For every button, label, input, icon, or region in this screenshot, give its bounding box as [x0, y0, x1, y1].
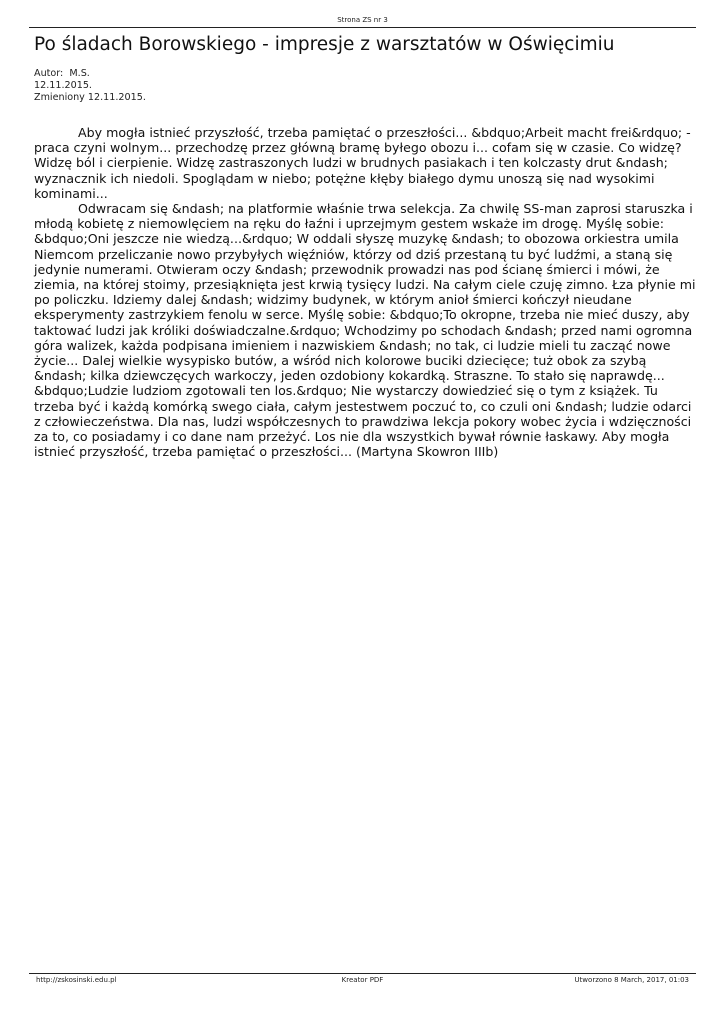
article-title: Po śladach Borowskiego - impresje z warsztatów w Oświęcimiu [34, 34, 615, 55]
article-body [34, 125, 696, 459]
article-paragraph: Odwracam się &ndash; na platformie właśnie trwa selekcja. Za chwilę SS-man zaprosi staruszka i młodą kobietę z niemowlęciem na ręku do łaźni i uprzejmym gestem wskaże im drogę. Myślę sobie: &bdquo;Oni jeszcze nie wiedzą...&rdquo; W oddali słyszę muzykę &ndash; to obozowa orkiestra umila Niemcom przeliczanie nowo przybyłych więźniów, którzy od dziś przestaną tu być ludźmi, a staną się jedynie numerami. Otwieram oczy &ndash; przewodnik prowadzi nas pod ścianę śmierci i mówi, że ziemia, na której stoimy, przesiąknięta jest krwią tysięcy ludzi. Na całym ciele czuję zimno. Łza płynie mi po policzku. Idziemy dalej &ndash; widzimy budynek, w którym anioł śmierci kończył nieudane eksperymenty zastrzykiem fenolu w serce. Myślę sobie: &bdquo;To okropne, trzeba nie mieć duszy, aby taktować ludzi jak króliki doświadczalne.&rdquo; Wchodzimy po schodach &ndash; przed nami ogromna góra walizek, każda podpisana imieniem i nazwiskiem &ndash; no tak, ci ludzie mieli tu zacząć nowe życie... Dalej wielkie wysypisko butów, a wśród nich kolorowe buciki dziecięce; tuż obok za szybą &ndash; kilka dziewczęcych warkoczy, jeden ozdobiony kokardką. Straszne. To stało się naprawdę... &bdquo;Ludzie ludziom zgotowali ten los.&rdquo; Nie wystarczy dowiedzieć się o tym z książek. Tu trzeba być i każdą komórką swego ciała, całym jestestwem poczuć to, co czuli oni &ndash; ludzie odarci z człowieczeństwa. Dla nas, ludzi współczesnych to prawdziwa lekcja pokory wobec życia i wdzięczności za to, co posiadamy i co dane nam przeżyć. Los nie dla wszystkich bywał równie łaskawy. Aby mogła istnieć przyszłość, trzeba pamiętać o przeszłości... (Martyna Skowron IIIb) [34, 201, 696, 460]
page-footer [36, 976, 689, 988]
article-meta [34, 68, 146, 104]
page-header: Strona ZS nr 3 [337, 16, 388, 24]
article-date: 12.11.2015. [34, 80, 92, 91]
article-modified: Zmieniony 12.11.2015. [34, 92, 146, 103]
footer-url[interactable]: http://zskosinski.edu.pl [36, 976, 117, 984]
footer-generator: Kreator PDF [341, 976, 384, 984]
article-paragraph: Aby mogła istnieć przyszłość, trzeba pamiętać o przeszłości... &bdquo;Arbeit macht frei&rdquo; - praca czyni wolnym... przechodzę przez główną bramę byłego obozu i... cofam się w czasie. Co widzę? Widzę ból i cierpienie. Widzę zastraszonych ludzi w brudnych pasiakach i ten kolczasty drut &ndash; wyznacznik ich niedoli. Spoglądam w niebo; potężne kłęby białego dymu unoszą się nad wysokimi kominami... [34, 125, 691, 201]
header-rule [29, 27, 696, 28]
footer-created: Utworzono 8 March, 2017, 01:03 [574, 976, 689, 984]
footer-rule [29, 973, 696, 974]
article-author: Autor: M.S. [34, 68, 90, 79]
